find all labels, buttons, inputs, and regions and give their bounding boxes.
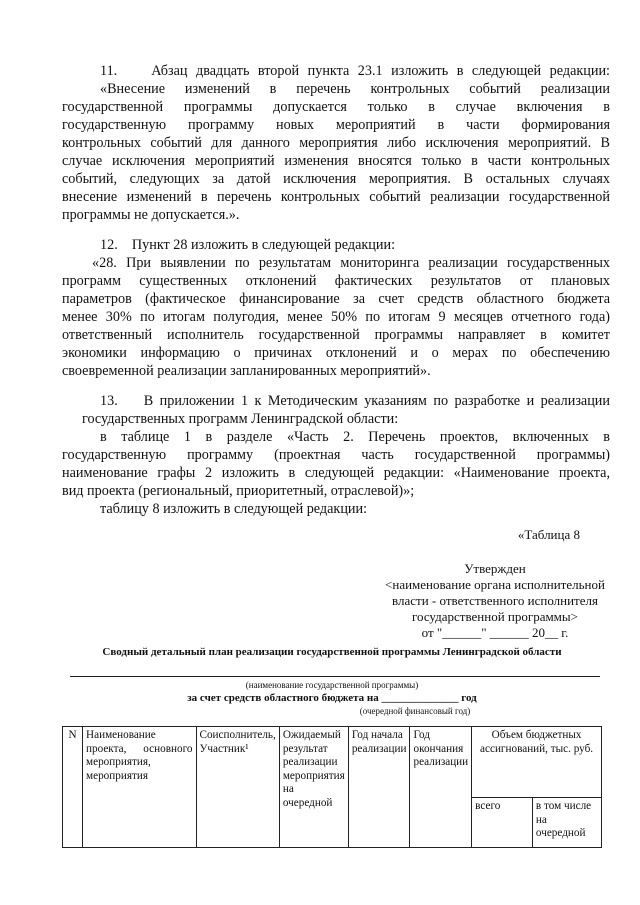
th-including: в том числе на очередной	[532, 798, 601, 848]
p13-line-2: государственных программ Ленинградской области:	[82, 411, 399, 427]
th-result: Ожидаемый результат реализации мероприятия на очередной	[279, 727, 348, 848]
p13-line-4: государственную программу (проектная часть государственной программы)	[62, 447, 610, 463]
th-n: N	[63, 727, 83, 848]
p11-line-5: контрольных событий для данного мероприятия либо исключения мероприятий. В	[62, 135, 610, 151]
year-caption: (очередной финансовый год)	[359, 706, 471, 716]
p11-line-4: государственную программу новых мероприятий в части формирования	[62, 117, 610, 133]
plan-table	[62, 726, 602, 848]
table-header-row-1	[63, 727, 602, 798]
p11-line-2: «Внесение изменений в перечень контрольных событий реализации	[100, 81, 610, 97]
program-caption: (наименование государственной программы)	[245, 680, 419, 690]
p11-line-1: 11. Абзац двадцать второй пункта 23.1 изложить в следующей редакции:	[100, 63, 610, 79]
p12-line-2: «28. При выявлении по результатам мониторинга реализации государственных	[92, 255, 610, 271]
p12-line-7: экономики информацию о причинах отклонений и о мерах по обеспечению	[62, 345, 610, 361]
approval-line-3: государственной программы>	[412, 609, 578, 624]
th-start-year: Год начала реализации	[348, 727, 410, 848]
p12-line-8: своевременной реализации запланированных мероприятий».	[62, 363, 431, 379]
p12-line-3: программ существенных отклонений фактических результатов от плановых	[62, 273, 610, 289]
budget-line: за счет средств областного бюджета на ______________ год	[187, 692, 477, 704]
p12-line-4: параметров (фактическое финансирование за счет средств областного бюджета	[62, 291, 610, 307]
approval-date: от "______" ______ 20__ г.	[421, 625, 569, 640]
p13-line-7: таблицу 8 изложить в следующей редакции:	[100, 501, 368, 517]
approval-line-1: <наименование органа исполнительной	[385, 577, 605, 592]
p11-line-3: государственной программы допускается только в случае включения в	[62, 99, 610, 115]
table-8-label: «Таблица 8	[517, 527, 580, 542]
p11-line-7: событий, следующих за датой исключения мероприятия. В остальных случаях	[62, 171, 610, 187]
th-name: Наименование проекта, основного мероприятия, мероприятия	[83, 727, 196, 848]
approval-title: Утвержден	[464, 561, 526, 576]
p12-line-5: менее 30% по итогам полугодия, менее 50% по итогам 9 месяцев отчетного года)	[62, 309, 610, 325]
plan-title: Сводный детальный план реализации государственной программы Ленинградской области	[102, 646, 562, 658]
p13-line-3: в таблице 1 в разделе «Часть 2. Перечень проектов, включенных в	[100, 429, 610, 445]
p12-line-1: 12. Пункт 28 изложить в следующей редакции:	[100, 237, 396, 253]
th-volume: Объем бюджетных ассигнований, тыс. руб.	[472, 727, 602, 798]
p11-line-8: внесение изменений в перечень контрольных событий реализации государственной	[62, 189, 610, 205]
p12-line-6: ответственный исполнитель государственной программы направляет в комитет	[62, 327, 610, 343]
p13-line-6: вид проекта (региональный, приоритетный, отраслевой)»;	[62, 483, 415, 499]
program-name-rule	[70, 676, 600, 677]
p13-line-1: 13. В приложении 1 к Методическим указаниям по разработке и реализации	[100, 393, 610, 409]
p11-line-9: программы не допускается.».	[62, 207, 240, 223]
p13-line-5: наименование графы 2 изложить в следующей редакции: «Наименование проекта,	[62, 465, 610, 481]
approval-line-2: власти - ответственного исполнителя	[392, 593, 598, 608]
th-executor: Соисполнитель, Участник¹	[196, 727, 279, 848]
th-end-year: Год окончания реализации	[410, 727, 472, 848]
th-total: всего	[472, 798, 533, 848]
p11-line-6: случае исключения мероприятий изменения вносятся только в части контрольных	[62, 153, 610, 169]
